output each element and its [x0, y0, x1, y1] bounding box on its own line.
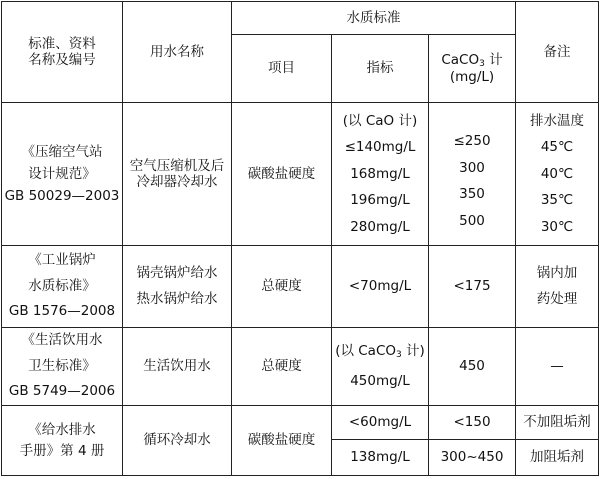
source-line: GB 50029—2003: [4, 188, 120, 204]
usage-cell: 生活饮用水: [123, 328, 232, 406]
source-line: 《生活饮用水: [21, 332, 103, 349]
source-cell: [2, 328, 123, 406]
usage-line: 热水锅炉给水: [136, 290, 218, 307]
usage-line: 锅壳锅炉给水: [136, 265, 218, 281]
header-caco3-label: CaCO$_3$ 计: [441, 51, 503, 69]
source-line: 《给水排水: [28, 421, 96, 438]
note-line: 药处理: [536, 290, 578, 307]
note-cell: 不加阻垢剂: [516, 406, 599, 440]
indicator-line: (以 CaCO$_3$ 计): [335, 343, 425, 360]
water-quality-standards-document: [1, 1, 599, 476]
source-line: 设计规范》: [28, 166, 96, 182]
indicator-cell: 138mg/L: [332, 440, 429, 476]
source-cell: [2, 406, 123, 476]
note-cell: 加阻垢剂: [516, 440, 599, 476]
indicator-line: 280mg/L: [350, 218, 410, 235]
source-line: 水质标准》: [28, 277, 96, 294]
source-line: 手册》第 4 册: [19, 442, 105, 459]
caco3-cell: <175: [429, 246, 516, 328]
source-line: GB 1576—2008: [8, 303, 116, 320]
table-row-drinking-water: [2, 328, 599, 406]
source-line: 《压缩空气站: [21, 144, 103, 160]
indicator-line: (以 CaO 计): [342, 112, 418, 129]
caco3-line: 300: [459, 159, 485, 176]
indicator-cell: <70mg/L: [332, 246, 429, 328]
header-item-cell: 项目: [232, 35, 332, 103]
indicator-cell: [332, 103, 429, 246]
header-source-line: 名称及编号: [28, 52, 96, 68]
caco3-line: ≤250: [453, 133, 491, 149]
usage-cell: 循环冷却水: [123, 406, 232, 476]
table-row-compressed-air: [2, 103, 599, 246]
source-line: GB 5749—2006: [8, 383, 116, 400]
note-line: 35℃: [540, 192, 574, 209]
header-source-cell: [2, 2, 123, 103]
usage-cell: [123, 103, 232, 246]
header-row-1: [2, 2, 599, 35]
usage-line: 冷却器冷却水: [136, 174, 218, 190]
water-quality-table: [1, 1, 599, 476]
item-cell: 碳酸盐硬度: [232, 103, 332, 246]
note-cell: —: [516, 328, 599, 406]
note-line: 排水温度: [530, 112, 585, 129]
note-line: 锅内加: [536, 265, 578, 281]
note-cell: [516, 103, 599, 246]
caco3-line: 350: [459, 186, 485, 203]
caco3-cell: 450: [429, 328, 516, 406]
source-cell: [2, 103, 123, 246]
source-line: 卫生标准》: [28, 357, 96, 374]
indicator-cell: <60mg/L: [332, 406, 429, 440]
table-row-water-handbook-a: [2, 406, 599, 440]
item-cell: 总硬度: [232, 246, 332, 328]
source-line: 《工业锅炉: [28, 252, 96, 269]
indicator-line: 450mg/L: [350, 372, 410, 389]
item-cell: 总硬度: [232, 328, 332, 406]
caco3-line: 500: [459, 212, 485, 229]
header-caco3-unit: (mg/L): [449, 69, 495, 86]
note-line: 30℃: [540, 218, 574, 235]
header-indicator-cell: 指标: [332, 35, 429, 103]
indicator-line: 196mg/L: [350, 192, 410, 209]
header-source-line: 标准、资料: [28, 35, 96, 52]
usage-line: 空气压缩机及后: [129, 157, 225, 174]
usage-cell: [123, 246, 232, 328]
caco3-cell: [429, 103, 516, 246]
header-usage-cell: 用水名称: [123, 2, 232, 103]
table-row-industrial-boiler: [2, 246, 599, 328]
header-water-quality-cell: 水质标准: [232, 2, 516, 35]
header-note-cell: 备注: [516, 2, 599, 103]
item-cell: 碳酸盐硬度: [232, 406, 332, 476]
caco3-cell: <150: [429, 406, 516, 440]
note-line: 45℃: [540, 139, 574, 156]
header-caco3-cell: [429, 35, 516, 103]
note-cell: [516, 246, 599, 328]
caco3-cell: 300~450: [429, 440, 516, 476]
source-cell: [2, 246, 123, 328]
indicator-cell: [332, 328, 429, 406]
indicator-line: ≤140mg/L: [344, 139, 416, 156]
indicator-line: 168mg/L: [350, 165, 410, 182]
note-line: 40℃: [540, 165, 574, 182]
